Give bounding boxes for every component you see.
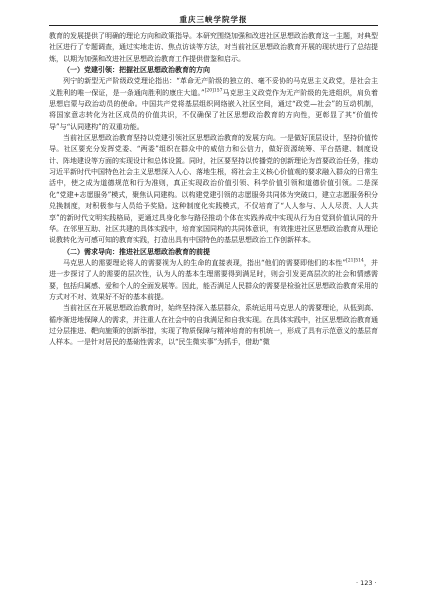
journal-header: 重庆三峡学院学报 — [179, 15, 248, 24]
section-heading-demand-oriented: （二）需求导向：推进社区思想政治教育的前提 — [63, 247, 210, 256]
section-heading-party-building: （一）党建引领：把握社区思想政治教育的方向 — [63, 66, 210, 75]
citation-marker: [21]514 — [346, 258, 364, 264]
paragraph-text-tail: 马克思主义政党作为无产阶级的先进组织，肩负着思想启蒙与政治动员的使命。中国共产党将基层组织网络嵌入社区空间，通过“政党—社会”的互动机制，将国家意志转化为社区成员的价值共识，不仅确保了社区思想政治教育的方向性，更彰显了其“价值传导”与“认同建构”的双重功能。 — [49, 88, 378, 131]
paragraph-lenin-theory — [49, 76, 378, 133]
paragraph-community-practice: 当前社区在开展思想政治教育时，始终坚持深入基层群众，系统运用马克思人的需要理论，从低到高、循序渐进地保障人的需求，并注重人在社会中的自我满足和自我实现。在具体实践中，社区思想政治教育通过分层推进、靶向施策的创新举措，实现了物质保障与精神培育的有机统一，形成了具有示范意义的基层育人样本。一是针对居民的基础性需求，以“民生微实事”为抓手，借助“微 — [49, 304, 378, 347]
paragraph-marx-needs — [49, 258, 378, 303]
paragraph-party-guidance: 当前社区思想政治教育坚持以党建引领社区思想政治教育的发展方向。一是做好顶层设计，坚持价值传导。社区要充分发挥党委、“两委”组织在群众中的威信力和公信力，做好资源统筹、平台搭建、制度设计、阵地建设等方面的实现设计和总体设置。同时，社区要坚持以传播党的创新理论为首要政治任务，推动习近平新时代中国特色社会主义思想深入人心、落地生根，将社会主义核心价值观的要求融入群众的日常生活中，使之成为道德规范和行为准则，真正实现政治价值引领、科学价值引领和道德价值引领。二是深化“党建+志愿服务”模式，聚焦认同建构。以构建党建引领的志愿服务共同体为突破口，建立志愿服务积分兑换制度，对积极参与人员给予奖励。这种制度化实践模式，不仅培育了“人人参与、人人尽责、人人共享”的新时代文明实践格局，更通过具身化参与路径推动个体在实践养成中实现从行为自觉到价值认同的升华。在邻里互助、社区共建的具体实践中，培育家国同构的共同体意识，有效推进社区思想政治教育从理论说教转化为可感可知的教育实践，打造出具有中国特色的基层思想政治工作创新样本。 — [49, 134, 378, 245]
paragraph-text: 马克思人的需要理论将人的需要视为人的生命的直接表现，指出“他们的需要即他们的本性” — [63, 258, 347, 267]
citation-marker: [20]157 — [204, 88, 223, 94]
page-number: · 123 · — [356, 579, 377, 587]
paragraph-intro-continued: 教育的发展提供了明确的理论方向和政策指导。本研究围绕加强和改进社区思想政治教育这一主题，对典型社区进行了专题调查，通过实地走访、焦点访谈等方法，对当前社区思想政治教育开展的现状进行了总结提炼，以期为加强和改进社区思想政治教育工作提供借鉴和启示。 — [49, 32, 378, 63]
paragraph-text-tail: ，并进一步探讨了人的需要的层次性，认为人的基本生理需要得到满足时，则会引发更高层次的社会和情感需要，包括归属感、爱和个人的全面发展等。因此，能否满足人民群众的需要是检验社区思想政治教育采用的方式对不对、效果好不好的基本前提。 — [49, 258, 379, 301]
paragraph-text: 列宁的新型无产阶级政党理论指出：“革命无产阶级的独立的、毫不妥协的马克思主义政党，是社会主义胜利的唯一保证，是一条通向胜利的康庄大道。” — [49, 77, 378, 97]
header-rule — [49, 25, 378, 26]
article-body — [49, 31, 378, 349]
